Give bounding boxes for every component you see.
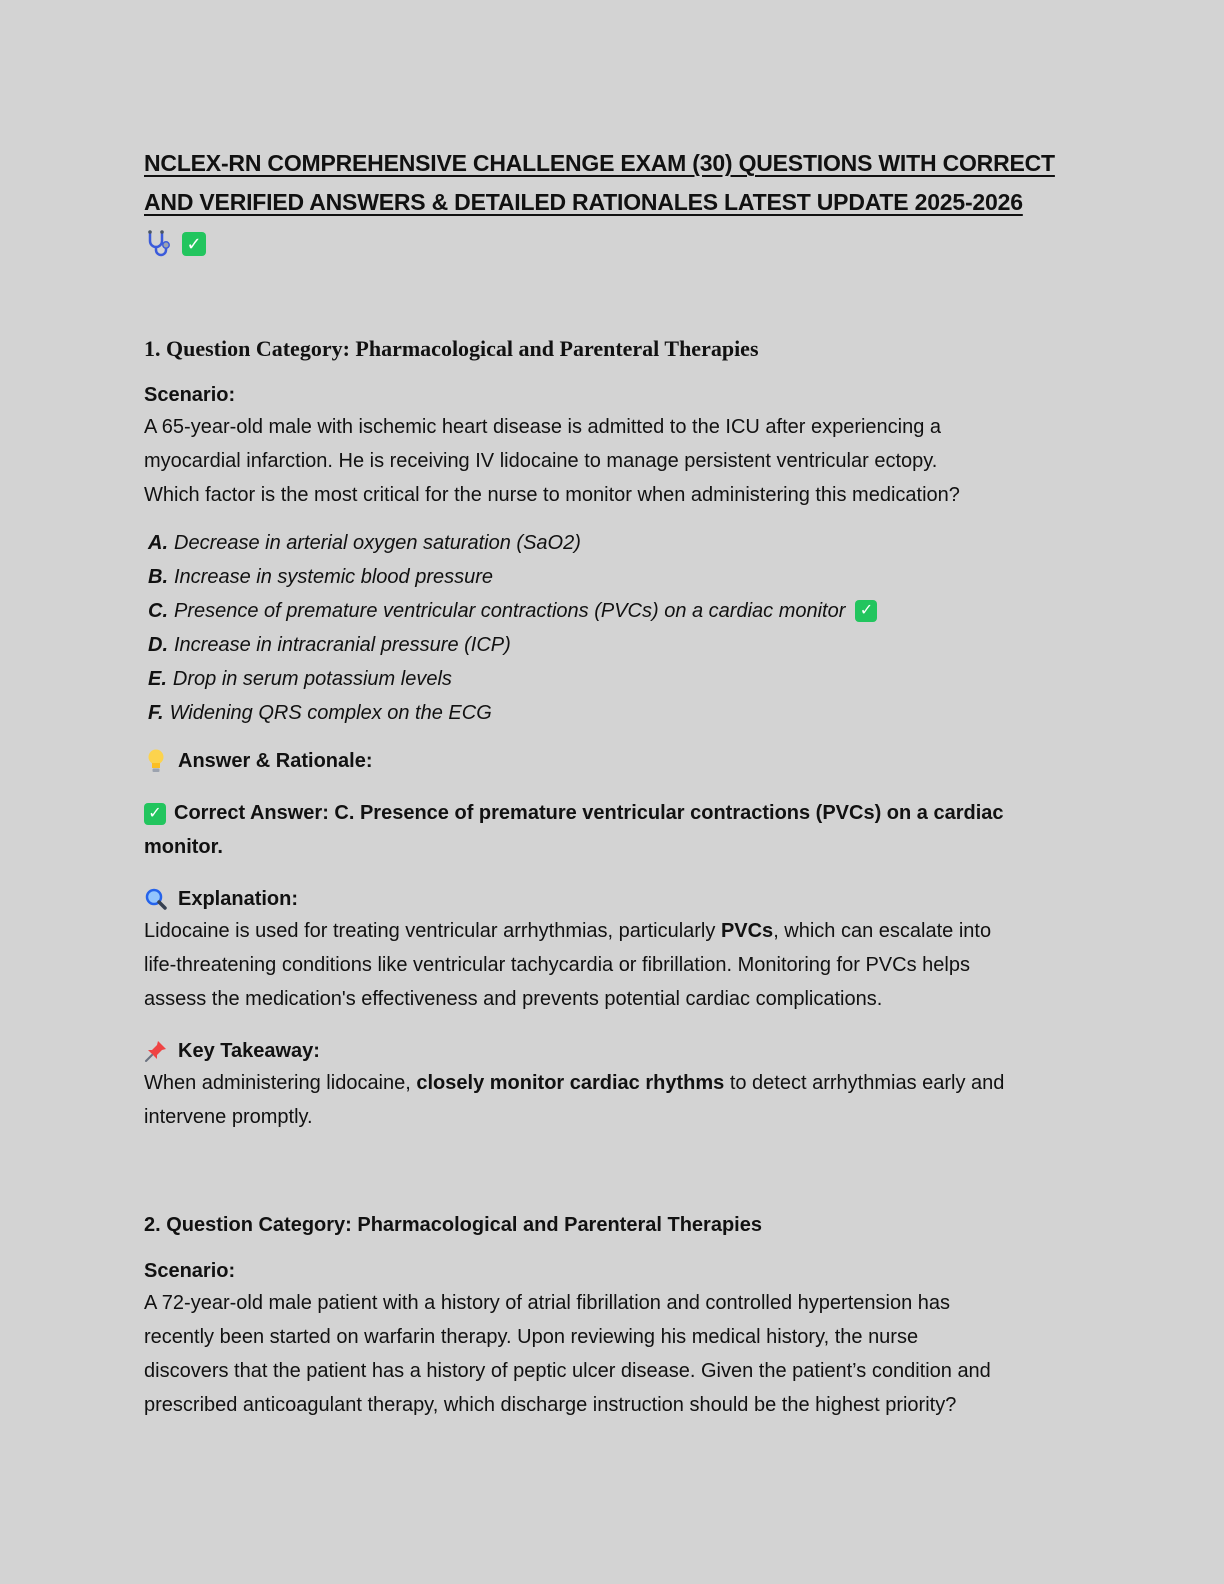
document-title <box>144 144 1084 222</box>
title-icons <box>144 228 1084 260</box>
scenario-line: prescribed anticoagulant therapy, which discharge instruction should be the highest priority? <box>144 1394 957 1416</box>
option-d <box>148 628 1084 662</box>
option-f <box>148 696 1084 730</box>
explanation-text <box>144 914 1084 1016</box>
magnifier-icon <box>144 886 168 912</box>
scenario-line: myocardial infarction. He is receiving IV lidocaine to manage persistent ventricular ectopy. <box>144 450 938 472</box>
takeaway-label: Key Takeaway: <box>178 1040 320 1062</box>
option-letter: B. <box>148 566 168 588</box>
explanation-heading <box>144 884 1084 914</box>
question-1-options <box>148 526 1084 730</box>
pushpin-icon <box>144 1038 168 1064</box>
explanation-emphasis: PVCs <box>720 920 774 942</box>
lightbulb-icon <box>144 748 168 774</box>
explanation-fragment: Lidocaine is used for treating ventricular arrhythmias, particularly <box>144 920 721 942</box>
question-1-scenario-label: Scenario: <box>144 384 236 406</box>
question-2-scenario-label: Scenario: <box>144 1260 236 1282</box>
explanation-label: Explanation: <box>178 888 299 910</box>
correct-answer-line: monitor. <box>144 836 223 858</box>
option-text: Increase in intracranial pressure (ICP) <box>174 634 511 656</box>
correct-check-icon: ✓ <box>855 600 877 622</box>
option-b <box>148 560 1084 594</box>
option-letter: A. <box>148 532 168 554</box>
option-letter: F. <box>148 702 164 724</box>
scenario-line: A 72-year-old male patient with a history of atrial fibrillation and controlled hypertension has <box>144 1292 950 1314</box>
takeaway-text <box>144 1066 1084 1134</box>
option-c <box>148 594 1084 628</box>
explanation-line: life-threatening conditions like ventricular tachycardia or fibrillation. Monitoring for PVCs helps <box>144 954 970 976</box>
takeaway-emphasis: closely monitor cardiac rhythms <box>416 1072 725 1094</box>
answer-label: Answer & Rationale: <box>178 750 373 772</box>
question-2-scenario <box>144 1286 1084 1422</box>
option-letter: D. <box>148 634 168 656</box>
check-box-icon: ✓ <box>182 232 206 256</box>
option-e <box>148 662 1084 696</box>
scenario-line: A 65-year-old male with ischemic heart disease is admitted to the ICU after experiencing a <box>144 416 942 438</box>
scenario-line: Which factor is the most critical for the nurse to monitor when administering this medication? <box>144 484 960 506</box>
option-text: Drop in serum potassium levels <box>172 668 452 690</box>
explanation-line: assess the medication's effectiveness and prevents potential cardiac complications. <box>144 988 883 1010</box>
correct-answer <box>144 796 1084 864</box>
question-1-scenario <box>144 410 1084 512</box>
document-content <box>144 144 1084 1422</box>
takeaway-heading <box>144 1036 1084 1066</box>
takeaway-fragment: to detect arrhythmias early and <box>724 1072 1005 1094</box>
takeaway-line: intervene promptly. <box>144 1106 313 1128</box>
stethoscope-icon <box>144 229 174 259</box>
answer-heading <box>144 746 1084 776</box>
option-text: Presence of premature ventricular contractions (PVCs) on a cardiac monitor <box>174 600 846 622</box>
scenario-line: recently been started on warfarin therapy. Upon reviewing his medical history, the nurse <box>144 1326 919 1348</box>
option-text: Decrease in arterial oxygen saturation (SaO2) <box>174 532 581 554</box>
option-letter: E. <box>148 668 167 690</box>
question-2-category: 2. Question Category: Pharmacological and Parenteral Therapies <box>144 1214 762 1236</box>
correct-answer-line: Correct Answer: C. Presence of premature ventricular contractions (PVCs) on a cardiac <box>174 802 1004 824</box>
explanation-fragment: , which can escalate into <box>773 920 992 942</box>
option-letter: C. <box>148 600 168 622</box>
scenario-line: discovers that the patient has a history of peptic ulcer disease. Given the patient’s condition and <box>144 1360 991 1382</box>
check-box-icon: ✓ <box>144 803 166 825</box>
title-line-1: NCLEX-RN COMPREHENSIVE CHALLENGE EXAM (30) QUESTIONS WITH CORRECT <box>144 150 1055 176</box>
option-text: Widening QRS complex on the ECG <box>169 702 492 724</box>
title-line-2: AND VERIFIED ANSWERS & DETAILED RATIONALES LATEST UPDATE 2025-2026 <box>144 189 1023 215</box>
option-text: Increase in systemic blood pressure <box>174 566 494 588</box>
takeaway-fragment: When administering lidocaine, <box>144 1072 417 1094</box>
question-1-category: 1. Question Category: Pharmacological and Parenteral Therapies <box>144 336 759 361</box>
option-a <box>148 526 1084 560</box>
